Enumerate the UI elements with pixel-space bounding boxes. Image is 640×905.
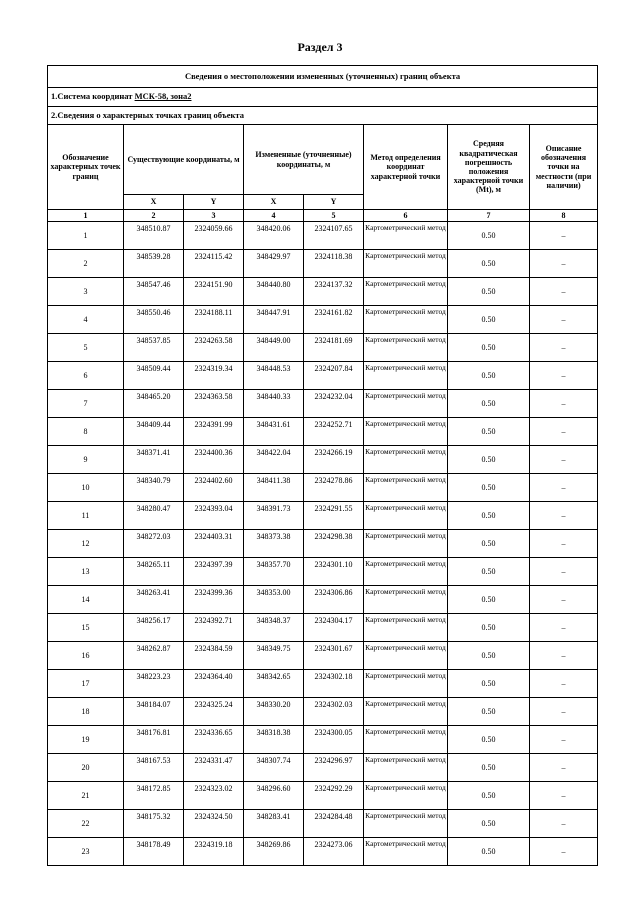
point-number: 23 — [48, 838, 124, 866]
changed-y: 2324181.69 — [304, 334, 364, 362]
existing-x: 348465.20 — [124, 390, 184, 418]
description: – — [530, 390, 598, 418]
coord-system-label: 1.Система координат — [51, 91, 135, 102]
accuracy: 0.50 — [448, 278, 530, 306]
method: Картометрический метод — [364, 698, 448, 726]
table-title: Сведения о местоположении измененных (уточненных) границ объекта — [48, 66, 598, 88]
changed-x: 348373.38 — [244, 530, 304, 558]
table-row — [48, 614, 598, 642]
accuracy: 0.50 — [448, 222, 530, 250]
existing-y: 2324319.18 — [184, 838, 244, 866]
point-number: 3 — [48, 278, 124, 306]
changed-y: 2324284.48 — [304, 810, 364, 838]
point-number: 8 — [48, 418, 124, 446]
accuracy: 0.50 — [448, 474, 530, 502]
description: – — [530, 362, 598, 390]
accuracy: 0.50 — [448, 418, 530, 446]
point-number: 19 — [48, 726, 124, 754]
header-existing-x: X — [124, 195, 184, 210]
point-number: 13 — [48, 558, 124, 586]
existing-y: 2324325.24 — [184, 698, 244, 726]
existing-y: 2324336.65 — [184, 726, 244, 754]
changed-y: 2324291.55 — [304, 502, 364, 530]
description: – — [530, 278, 598, 306]
table-row — [48, 754, 598, 782]
changed-y: 2324161.82 — [304, 306, 364, 334]
description: – — [530, 642, 598, 670]
accuracy: 0.50 — [448, 670, 530, 698]
method: Картометрический метод — [364, 754, 448, 782]
table-row — [48, 726, 598, 754]
changed-y: 2324252.71 — [304, 418, 364, 446]
existing-y: 2324397.39 — [184, 558, 244, 586]
changed-y: 2324304.17 — [304, 614, 364, 642]
accuracy: 0.50 — [448, 558, 530, 586]
column-number: 7 — [448, 210, 530, 222]
column-number: 1 — [48, 210, 124, 222]
points-heading: 2.Сведения о характерных точках границ объекта — [48, 107, 598, 125]
existing-y: 2324384.59 — [184, 642, 244, 670]
description: – — [530, 502, 598, 530]
changed-y: 2324232.04 — [304, 390, 364, 418]
header-existing-coords: Существующие координаты, м — [124, 125, 244, 195]
point-number: 10 — [48, 474, 124, 502]
point-number: 6 — [48, 362, 124, 390]
table-row — [48, 502, 598, 530]
description: – — [530, 670, 598, 698]
changed-x: 348330.20 — [244, 698, 304, 726]
accuracy: 0.50 — [448, 306, 530, 334]
coord-system-value: МСК-58, зона2 — [134, 91, 192, 102]
existing-x: 348371.41 — [124, 446, 184, 474]
changed-x: 348348.37 — [244, 614, 304, 642]
existing-x: 348256.17 — [124, 614, 184, 642]
point-number: 18 — [48, 698, 124, 726]
description: – — [530, 810, 598, 838]
header-existing-y: Y — [184, 195, 244, 210]
changed-x: 348429.97 — [244, 250, 304, 278]
method: Картометрический метод — [364, 642, 448, 670]
description: – — [530, 782, 598, 810]
existing-x: 348340.79 — [124, 474, 184, 502]
changed-x: 348420.06 — [244, 222, 304, 250]
changed-y: 2324302.18 — [304, 670, 364, 698]
existing-x: 348280.47 — [124, 502, 184, 530]
method: Картометрический метод — [364, 586, 448, 614]
changed-x: 348353.00 — [244, 586, 304, 614]
changed-y: 2324306.86 — [304, 586, 364, 614]
point-number: 16 — [48, 642, 124, 670]
accuracy: 0.50 — [448, 502, 530, 530]
column-number: 3 — [184, 210, 244, 222]
header-designation: Обозначение характерных точек границ — [48, 125, 124, 210]
accuracy: 0.50 — [448, 642, 530, 670]
column-number: 8 — [530, 210, 598, 222]
accuracy: 0.50 — [448, 334, 530, 362]
existing-y: 2324391.99 — [184, 418, 244, 446]
changed-x: 348296.60 — [244, 782, 304, 810]
column-number: 5 — [304, 210, 364, 222]
changed-x: 348342.65 — [244, 670, 304, 698]
method: Картометрический метод — [364, 810, 448, 838]
description: – — [530, 698, 598, 726]
boundary-points-table — [47, 65, 598, 866]
existing-x: 348509.44 — [124, 362, 184, 390]
table-row — [48, 306, 598, 334]
existing-x: 348167.53 — [124, 754, 184, 782]
description: – — [530, 222, 598, 250]
accuracy: 0.50 — [448, 446, 530, 474]
changed-x: 348422.04 — [244, 446, 304, 474]
existing-x: 348263.41 — [124, 586, 184, 614]
existing-x: 348184.07 — [124, 698, 184, 726]
method: Картометрический метод — [364, 390, 448, 418]
section-title: Раздел 3 — [297, 40, 343, 54]
point-number: 2 — [48, 250, 124, 278]
header-changed-y: Y — [304, 195, 364, 210]
existing-y: 2324400.36 — [184, 446, 244, 474]
changed-x: 348440.33 — [244, 390, 304, 418]
point-number: 1 — [48, 222, 124, 250]
existing-y: 2324263.58 — [184, 334, 244, 362]
existing-y: 2324059.66 — [184, 222, 244, 250]
description: – — [530, 614, 598, 642]
existing-x: 348172.85 — [124, 782, 184, 810]
header-accuracy: Средняя квадратическая погрешность положения характерной точки (Mt), м — [448, 125, 530, 210]
description: – — [530, 250, 598, 278]
header-description: Описание обозначения точки на местности (при наличии) — [530, 125, 598, 210]
point-number: 11 — [48, 502, 124, 530]
description: – — [530, 418, 598, 446]
point-number: 9 — [48, 446, 124, 474]
accuracy: 0.50 — [448, 362, 530, 390]
table-row — [48, 250, 598, 278]
changed-x: 348411.38 — [244, 474, 304, 502]
coord-system-row — [48, 88, 598, 107]
changed-x: 348357.70 — [244, 558, 304, 586]
table-row — [48, 698, 598, 726]
point-number: 5 — [48, 334, 124, 362]
table-row — [48, 222, 598, 250]
table-body — [48, 222, 598, 866]
method: Картометрический метод — [364, 670, 448, 698]
method: Картометрический метод — [364, 306, 448, 334]
table-row — [48, 810, 598, 838]
existing-x: 348272.03 — [124, 530, 184, 558]
changed-x: 348391.73 — [244, 502, 304, 530]
point-number: 15 — [48, 614, 124, 642]
accuracy: 0.50 — [448, 782, 530, 810]
method: Картометрический метод — [364, 278, 448, 306]
existing-x: 348409.44 — [124, 418, 184, 446]
description: – — [530, 446, 598, 474]
table-row — [48, 334, 598, 362]
method: Картометрический метод — [364, 530, 448, 558]
changed-x: 348447.91 — [244, 306, 304, 334]
existing-x: 348537.85 — [124, 334, 184, 362]
changed-x: 348307.74 — [244, 754, 304, 782]
description: – — [530, 474, 598, 502]
table-row — [48, 782, 598, 810]
existing-y: 2324363.58 — [184, 390, 244, 418]
header-method: Метод определения координат характерной точки — [364, 125, 448, 210]
accuracy: 0.50 — [448, 838, 530, 866]
accuracy: 0.50 — [448, 754, 530, 782]
existing-y: 2324188.11 — [184, 306, 244, 334]
table-row — [48, 474, 598, 502]
header-changed-coords: Измененные (уточненные) координаты, м — [244, 125, 364, 195]
table-row — [48, 586, 598, 614]
changed-y: 2324118.38 — [304, 250, 364, 278]
point-number: 17 — [48, 670, 124, 698]
point-number: 14 — [48, 586, 124, 614]
accuracy: 0.50 — [448, 530, 530, 558]
table-row — [48, 390, 598, 418]
existing-x: 348550.46 — [124, 306, 184, 334]
changed-y: 2324300.05 — [304, 726, 364, 754]
table-row — [48, 418, 598, 446]
method: Картометрический метод — [364, 418, 448, 446]
description: – — [530, 838, 598, 866]
table-row — [48, 362, 598, 390]
existing-x: 348539.28 — [124, 250, 184, 278]
existing-y: 2324403.31 — [184, 530, 244, 558]
changed-y: 2324301.67 — [304, 642, 364, 670]
point-number: 4 — [48, 306, 124, 334]
table-row — [48, 642, 598, 670]
existing-x: 348547.46 — [124, 278, 184, 306]
method: Картометрический метод — [364, 334, 448, 362]
point-number: 7 — [48, 390, 124, 418]
changed-x: 348318.38 — [244, 726, 304, 754]
existing-y: 2324402.60 — [184, 474, 244, 502]
description: – — [530, 558, 598, 586]
existing-y: 2324319.34 — [184, 362, 244, 390]
changed-y: 2324298.38 — [304, 530, 364, 558]
accuracy: 0.50 — [448, 614, 530, 642]
point-number: 20 — [48, 754, 124, 782]
header-changed-x: X — [244, 195, 304, 210]
column-number: 6 — [364, 210, 448, 222]
table-row — [48, 838, 598, 866]
table-row — [48, 278, 598, 306]
point-number: 12 — [48, 530, 124, 558]
changed-x: 348269.86 — [244, 838, 304, 866]
method: Картометрический метод — [364, 558, 448, 586]
description: – — [530, 754, 598, 782]
point-number: 22 — [48, 810, 124, 838]
existing-y: 2324364.40 — [184, 670, 244, 698]
method: Картометрический метод — [364, 614, 448, 642]
method: Картометрический метод — [364, 362, 448, 390]
changed-y: 2324301.10 — [304, 558, 364, 586]
table-row — [48, 670, 598, 698]
existing-x: 348176.81 — [124, 726, 184, 754]
table-row — [48, 530, 598, 558]
table-row — [48, 558, 598, 586]
description: – — [530, 586, 598, 614]
changed-x: 348283.41 — [244, 810, 304, 838]
existing-y: 2324393.04 — [184, 502, 244, 530]
accuracy: 0.50 — [448, 586, 530, 614]
accuracy: 0.50 — [448, 726, 530, 754]
column-number: 4 — [244, 210, 304, 222]
changed-x: 348431.61 — [244, 418, 304, 446]
changed-y: 2324292.29 — [304, 782, 364, 810]
point-number: 21 — [48, 782, 124, 810]
column-number-row — [48, 210, 598, 222]
existing-x: 348510.87 — [124, 222, 184, 250]
changed-x: 348440.80 — [244, 278, 304, 306]
table-row — [48, 446, 598, 474]
method: Картометрический метод — [364, 726, 448, 754]
method: Картометрический метод — [364, 222, 448, 250]
method: Картометрический метод — [364, 474, 448, 502]
existing-y: 2324392.71 — [184, 614, 244, 642]
existing-x: 348175.32 — [124, 810, 184, 838]
existing-y: 2324151.90 — [184, 278, 244, 306]
changed-y: 2324273.06 — [304, 838, 364, 866]
existing-x: 348178.49 — [124, 838, 184, 866]
existing-y: 2324115.42 — [184, 250, 244, 278]
existing-x: 348265.11 — [124, 558, 184, 586]
changed-y: 2324278.86 — [304, 474, 364, 502]
changed-y: 2324107.65 — [304, 222, 364, 250]
changed-y: 2324137.32 — [304, 278, 364, 306]
existing-y: 2324323.02 — [184, 782, 244, 810]
description: – — [530, 726, 598, 754]
description: – — [530, 306, 598, 334]
accuracy: 0.50 — [448, 810, 530, 838]
changed-x: 348449.00 — [244, 334, 304, 362]
existing-x: 348262.87 — [124, 642, 184, 670]
accuracy: 0.50 — [448, 698, 530, 726]
existing-x: 348223.23 — [124, 670, 184, 698]
changed-y: 2324302.03 — [304, 698, 364, 726]
changed-x: 348448.53 — [244, 362, 304, 390]
changed-x: 348349.75 — [244, 642, 304, 670]
method: Картометрический метод — [364, 782, 448, 810]
method: Картометрический метод — [364, 250, 448, 278]
existing-y: 2324324.50 — [184, 810, 244, 838]
existing-y: 2324331.47 — [184, 754, 244, 782]
method: Картометрический метод — [364, 446, 448, 474]
method: Картометрический метод — [364, 502, 448, 530]
accuracy: 0.50 — [448, 390, 530, 418]
description: – — [530, 530, 598, 558]
existing-y: 2324399.36 — [184, 586, 244, 614]
changed-y: 2324296.97 — [304, 754, 364, 782]
column-number: 2 — [124, 210, 184, 222]
method: Картометрический метод — [364, 838, 448, 866]
accuracy: 0.50 — [448, 250, 530, 278]
changed-y: 2324266.19 — [304, 446, 364, 474]
changed-y: 2324207.84 — [304, 362, 364, 390]
description: – — [530, 334, 598, 362]
